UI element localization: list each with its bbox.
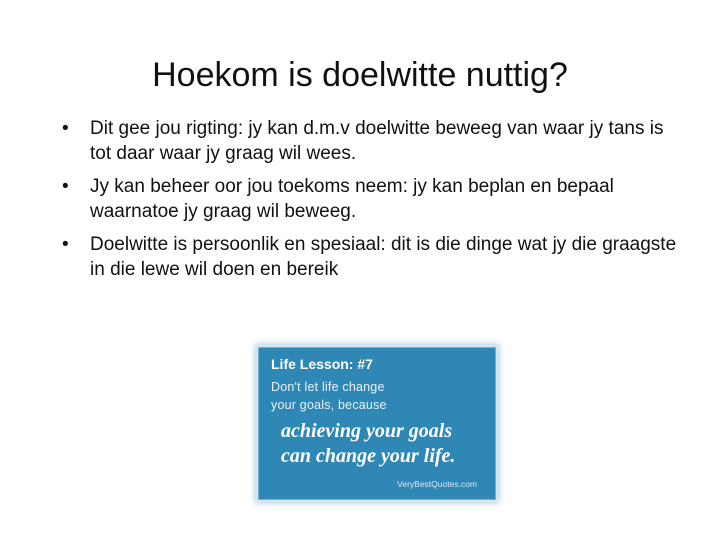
bullet-item	[58, 174, 678, 224]
quote-image	[258, 347, 496, 500]
bullet-icon: •	[62, 176, 69, 197]
bullet-icon: •	[62, 234, 69, 255]
quote-emphasis: achieving your goals	[281, 420, 453, 442]
bullet-item	[58, 232, 678, 282]
quote-line: Don't let life change	[271, 380, 385, 394]
bullet-item	[58, 116, 678, 166]
bullet-text: Jy kan beheer oor jou toekoms neem: jy kan beplan en bepaal waarnatoe jy graag wil beweeg.	[90, 176, 614, 222]
bullet-text: Doelwitte is persoonlik en spesiaal: dit is die dinge wat jy die graagste in die lewe wil doen en bereik	[90, 234, 677, 280]
quote-line: your goals, because	[271, 398, 387, 412]
slide-title: Hoekom is doelwitte nuttig?	[152, 56, 568, 94]
quote-source: VeryBestQuotes.com	[397, 479, 477, 489]
bullet-list	[58, 116, 678, 290]
bullet-icon: •	[62, 118, 69, 139]
bullet-text: Dit gee jou rigting: jy kan d.m.v doelwitte beweeg van waar jy tans is tot daar waar jy graag wil wees.	[90, 118, 664, 164]
quote-emphasis: can change your life.	[281, 445, 456, 467]
quote-heading: Life Lesson: #7	[271, 356, 373, 372]
